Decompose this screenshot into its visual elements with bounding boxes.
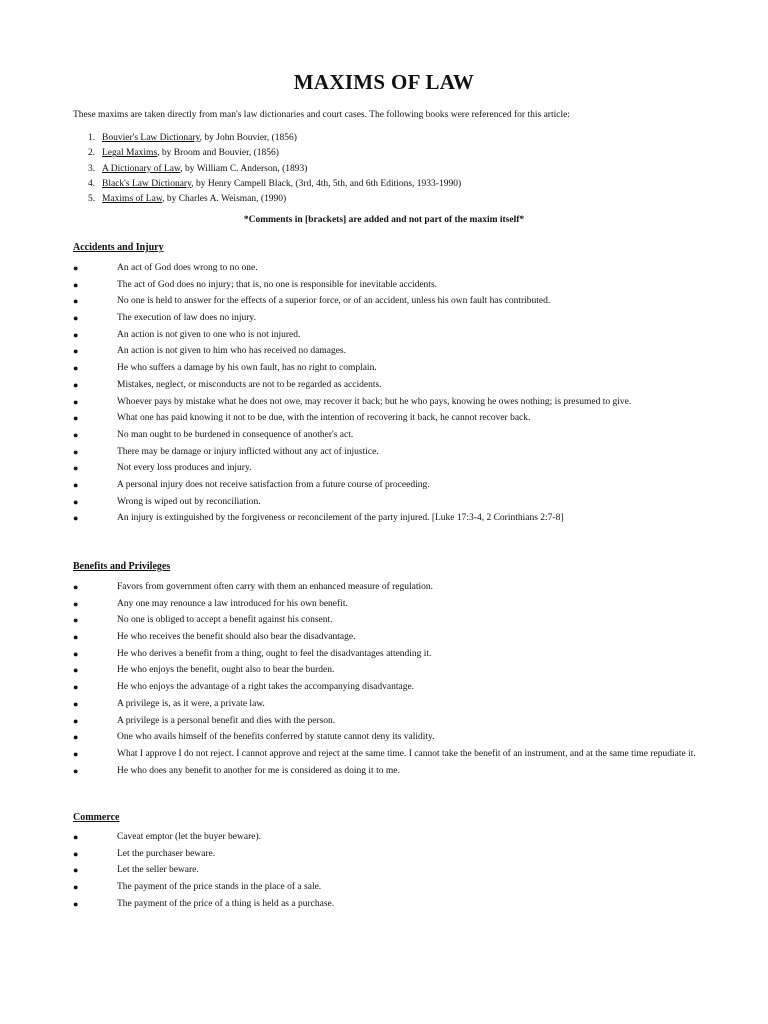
maxim-text: Any one may renounce a law introduced for his own benefit. xyxy=(117,598,348,609)
maxim-item xyxy=(73,512,713,524)
maxim-item xyxy=(73,429,713,441)
maxim-text: Mistakes, neglect, or misconducts are not to be regarded as accidents. xyxy=(117,379,382,390)
maxim-text: There may be damage or injury inflicted without any act of injustice. xyxy=(117,446,379,457)
maxim-text: The act of God does no injury; that is, no one is responsible for inevitable accidents. xyxy=(117,279,438,290)
bullet-icon: ● xyxy=(73,329,79,340)
maxim-text: The payment of the price of a thing is held as a purchase. xyxy=(117,898,335,909)
maxim-item xyxy=(73,496,713,508)
reference-book-title: Bouvier's Law Dictionary xyxy=(102,133,200,143)
maxim-item xyxy=(73,748,713,760)
bullet-icon: ● xyxy=(73,296,79,307)
bullet-icon: ● xyxy=(73,665,79,676)
maxim-text: Not every loss produces and injury. xyxy=(117,463,252,474)
maxim-text: He who suffers a damage by his own fault, has no right to complain. xyxy=(117,363,377,374)
reference-number: 4. xyxy=(88,178,96,189)
maxim-item xyxy=(73,864,713,876)
maxim-item xyxy=(73,279,713,291)
bullet-icon: ● xyxy=(73,832,79,842)
maxim-item xyxy=(73,598,713,610)
maxim-text: An action is not given to one who is not injured. xyxy=(117,329,301,340)
maxim-text: Let the purchaser beware. xyxy=(117,848,216,859)
section-heading-accidents: Accidents and Injury xyxy=(73,242,164,253)
bullet-icon: ● xyxy=(73,413,79,424)
reference-book-title: Black's Law Dictionary xyxy=(102,178,192,189)
bullet-icon: ● xyxy=(73,513,79,524)
maxim-text: The execution of law does no injury. xyxy=(117,313,256,324)
bullet-icon: ● xyxy=(73,882,79,893)
reference-details: , by John Bouvier, (1856) xyxy=(199,133,297,143)
section-list-accidents xyxy=(73,262,713,529)
reference-item xyxy=(88,177,461,192)
section-list-commerce xyxy=(73,831,713,914)
maxim-item xyxy=(73,848,713,860)
bullet-icon: ● xyxy=(73,479,79,490)
maxim-item xyxy=(73,412,713,424)
bullet-icon: ● xyxy=(73,346,79,357)
maxim-item xyxy=(73,881,713,893)
maxim-item xyxy=(73,715,713,727)
reference-number: 5. xyxy=(88,194,96,205)
reference-item xyxy=(88,146,461,161)
maxim-text: No one is held to answer for the effects of a superior force, or of an accident, unless his own fault has contributed. xyxy=(117,296,551,307)
maxim-text: He who enjoys the benefit, ought also to bear the burden. xyxy=(117,665,335,676)
maxim-text: He who does any benefit to another for me is considered as doing it to me. xyxy=(117,765,400,776)
maxim-item xyxy=(73,614,713,626)
maxim-text: The payment of the price stands in the place of a sale. xyxy=(117,882,322,893)
maxim-item xyxy=(73,462,713,474)
maxim-item xyxy=(73,831,713,843)
reference-details: , by Broom and Bouvier, (1856) xyxy=(157,148,279,159)
reference-book-title: A Dictionary of Law xyxy=(102,163,181,174)
maxim-text: What I approve I do not reject. I cannot approve and reject at the same time. I cannot take the benefit of an instrument, and at the same time repudiate it. xyxy=(117,748,696,759)
bullet-icon: ● xyxy=(73,898,79,909)
maxim-text: Wrong is wiped out by reconciliation. xyxy=(117,496,261,507)
bullet-icon: ● xyxy=(73,598,79,609)
bullet-icon: ● xyxy=(73,313,79,324)
maxim-text: He who receives the benefit should also bear the disadvantage. xyxy=(117,632,356,643)
bullet-icon: ● xyxy=(73,715,79,726)
reference-number: 2. xyxy=(88,148,96,159)
maxim-item xyxy=(73,898,713,910)
reference-number: 3. xyxy=(88,163,96,174)
maxim-text: A privilege is a personal benefit and dies with the person. xyxy=(117,715,336,726)
maxim-text: He who derives a benefit from a thing, ought to feel the disadvantages attending it. xyxy=(117,648,432,659)
maxim-text: An injury is extinguished by the forgiveness or reconcilement of the party injured. [Luke 17:3-4, 2 Corinthians 2:7-8] xyxy=(117,513,564,524)
bullet-icon: ● xyxy=(73,263,79,273)
maxim-text: An action is not given to him who has received no damages. xyxy=(117,346,347,357)
reference-item xyxy=(88,131,461,146)
reference-item xyxy=(88,162,461,177)
bullet-icon: ● xyxy=(73,865,79,876)
bullet-icon: ● xyxy=(73,496,79,507)
maxim-item xyxy=(73,648,713,660)
reference-item xyxy=(88,192,461,207)
bullet-icon: ● xyxy=(73,363,79,374)
maxim-item xyxy=(73,262,713,274)
maxim-text: Whoever pays by mistake what he does not owe, may recover it back; but he who pays, knowing he owes nothing; is presumed to give. xyxy=(117,396,632,407)
section-heading-commerce: Commerce xyxy=(73,812,120,823)
maxim-item xyxy=(73,631,713,643)
maxim-text: Let the seller beware. xyxy=(117,865,199,876)
bullet-icon: ● xyxy=(73,463,79,474)
bullet-icon: ● xyxy=(73,396,79,407)
bullet-icon: ● xyxy=(73,615,79,626)
bullet-icon: ● xyxy=(73,765,79,776)
maxim-item xyxy=(73,329,713,341)
maxim-text: One who avails himself of the benefits conferred by statute cannot deny its validity. xyxy=(117,732,435,743)
bullet-icon: ● xyxy=(73,379,79,390)
reference-book-title: Legal Maxims xyxy=(102,148,158,159)
reference-details: , by William C. Anderson, (1893) xyxy=(180,163,308,174)
reference-book-title: Maxims of Law xyxy=(102,194,163,205)
reference-list xyxy=(88,131,461,207)
maxim-item xyxy=(73,765,713,777)
maxim-item xyxy=(73,379,713,391)
bullet-icon: ● xyxy=(73,732,79,743)
maxim-item xyxy=(73,664,713,676)
maxim-item xyxy=(73,581,713,593)
reference-details: , by Henry Campell Black, (3rd, 4th, 5th, and 6th Editions, 1933-1990) xyxy=(191,178,462,189)
bullet-icon: ● xyxy=(73,682,79,693)
bullet-icon: ● xyxy=(73,848,79,859)
bullet-icon: ● xyxy=(73,648,79,659)
bullet-icon: ● xyxy=(73,632,79,643)
maxim-item xyxy=(73,345,713,357)
section-list-benefits xyxy=(73,581,713,781)
maxim-text: A privilege is, as it were, a private law. xyxy=(117,698,265,709)
maxim-text: What one has paid knowing it not to be due, with the intention of recovering it back, he cannot recover back. xyxy=(117,413,531,424)
maxim-text: Favors from government often carry with them an enhanced measure of regulation. xyxy=(117,582,434,592)
bullet-icon: ● xyxy=(73,698,79,709)
maxim-item xyxy=(73,295,713,307)
bullet-icon: ● xyxy=(73,748,79,759)
page-title: MAXIMS OF LAW xyxy=(293,70,475,94)
maxim-item xyxy=(73,446,713,458)
maxim-text: Caveat emptor (let the buyer beware). xyxy=(117,832,262,842)
maxim-item xyxy=(73,312,713,324)
reference-details: , by Charles A. Weisman, (1990) xyxy=(162,194,287,205)
maxim-text: A personal injury does not receive satisfaction from a future course of proceeding. xyxy=(117,479,430,490)
maxim-item xyxy=(73,681,713,693)
maxim-item xyxy=(73,698,713,710)
bullet-icon: ● xyxy=(73,429,79,440)
maxim-text: No one is obliged to accept a benefit against his consent. xyxy=(117,615,333,626)
section-heading-benefits: Benefits and Privileges xyxy=(73,561,171,572)
maxim-text: No man ought to be burdened in consequence of another's act. xyxy=(117,429,354,440)
bullet-icon: ● xyxy=(73,279,79,290)
brackets-note: *Comments in [brackets] are added and not part of the maxim itself* xyxy=(243,215,525,225)
maxim-item xyxy=(73,396,713,408)
maxim-item xyxy=(73,731,713,743)
intro-text: These maxims are taken directly from man's law dictionaries and court cases. The following books were referenced for this article: xyxy=(73,110,570,120)
bullet-icon: ● xyxy=(73,446,79,457)
maxim-text: He who enjoys the advantage of a right takes the accompanying disadvantage. xyxy=(117,682,415,693)
maxim-item xyxy=(73,479,713,491)
maxim-item xyxy=(73,362,713,374)
maxim-text: An act of God does wrong to no one. xyxy=(117,263,258,273)
reference-number: 1. xyxy=(88,133,96,143)
bullet-icon: ● xyxy=(73,582,79,592)
